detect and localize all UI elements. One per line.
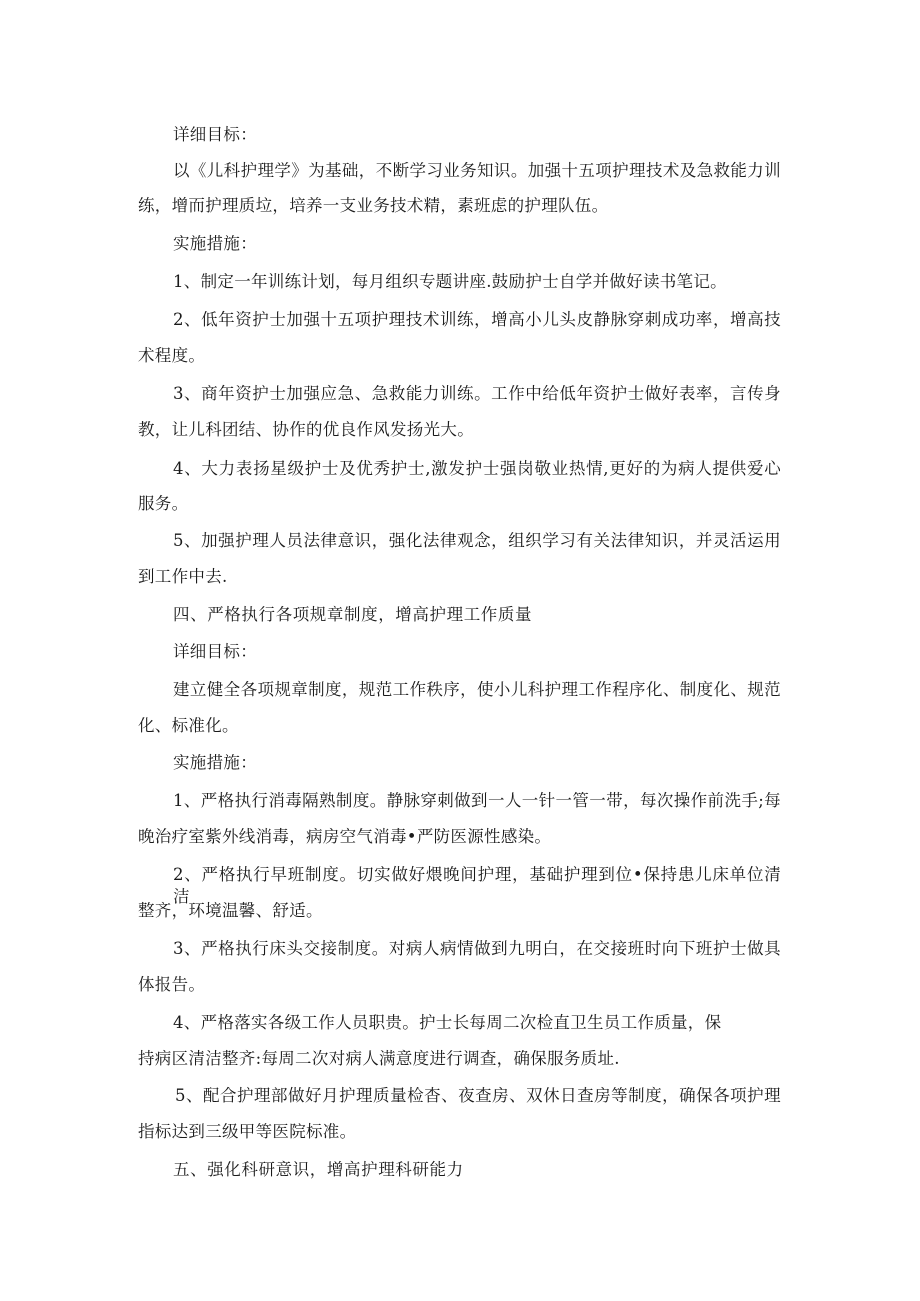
- label-detailed-goal: 详细目标：: [173, 642, 257, 661]
- label-implementation-measures: 实施措施：: [173, 234, 257, 253]
- list-item: 3、严格执行床头交接制度。对病人病情做到九明白，在交接班时向下班护士做具: [173, 939, 781, 958]
- list-item: 5、配合护理部做好月护理质量检杳、夜查房、双休日查房等制度，确保各项护理: [175, 1086, 781, 1105]
- section-heading: 四、严格执行各项规章制度，增高护理工作质量: [173, 605, 533, 624]
- label-implementation-measures: 实施措施：: [173, 753, 257, 772]
- list-item-continuation: 体报告。: [138, 975, 206, 994]
- paragraph-line: 练，增而护理质垃，培养一支业务技术精，素班虑的护理队伍。: [138, 196, 609, 215]
- list-item-continuation: 服务。: [138, 494, 189, 513]
- list-item-continuation: 到工作中去.: [138, 567, 228, 586]
- list-item: 3、商年资护士加强应急、急救能力训练。工作中给低年资护士做好表率，言传身: [173, 384, 781, 403]
- list-item-continuation: 持病区清洁整齐:每周二次对病人满意度进行调查，确保服务质址.: [138, 1049, 620, 1068]
- list-item: 5、加强护理人员法律意识，强化法律观念，组织学习有关法律知识，并灵活运用: [173, 531, 781, 550]
- list-item: 2、低年资护士加强十五项护理技术训练，增高小儿头皮静脉穿刺成功率，增高技: [173, 310, 781, 329]
- list-item-continuation: 整齐，环境温馨、舒适。: [138, 901, 323, 920]
- paragraph-line: 化、标准化。: [138, 716, 239, 735]
- paragraph-line: 建立健全各项规章制度，规范工作秩序，使小儿科护理工作程序化、制度化、规范: [173, 680, 781, 699]
- list-item-continuation: 指标达到三级甲等医院标准。: [138, 1122, 357, 1141]
- list-item: 1、严格执行消毒隔熟制度。静脉穿刺做到一人一针一管一带，每次操作前洗手;每: [173, 791, 781, 810]
- list-item: 4、大力表扬星级护士及优秀护士,激发护士强岗敬业热情,更好的为病人提供爱心: [173, 459, 781, 478]
- section-heading: 五、强化科研意识，增高护理科研能力: [173, 1160, 464, 1179]
- paragraph-line: 以《儿科护理学》为基础，不断学习业务知识。加强十五项护理技术及急救能力训: [173, 161, 781, 180]
- list-item: 2、严格执行早班制度。切实做好煨晚间护理，基础护理到位•保持患儿床单位清洁: [173, 865, 781, 906]
- list-item-continuation: 晚治疗室紫外线消毒，病房空气消毒•严防医源性感染。: [138, 827, 552, 846]
- label-detailed-goal: 详细目标：: [173, 125, 257, 144]
- list-item: 1、制定一年训练计划，每月组织专题讲座.鼓励护士自学并做好读书笔记。: [173, 272, 727, 291]
- list-item: 4、严格落实各级工作人员职贵。护士长每周二次检直卫生员工作质量，保: [173, 1013, 722, 1032]
- list-item-continuation: 教，让儿科团结、协作的优良作风发扬光大。: [138, 420, 474, 439]
- list-item-continuation: 术程度。: [138, 346, 206, 365]
